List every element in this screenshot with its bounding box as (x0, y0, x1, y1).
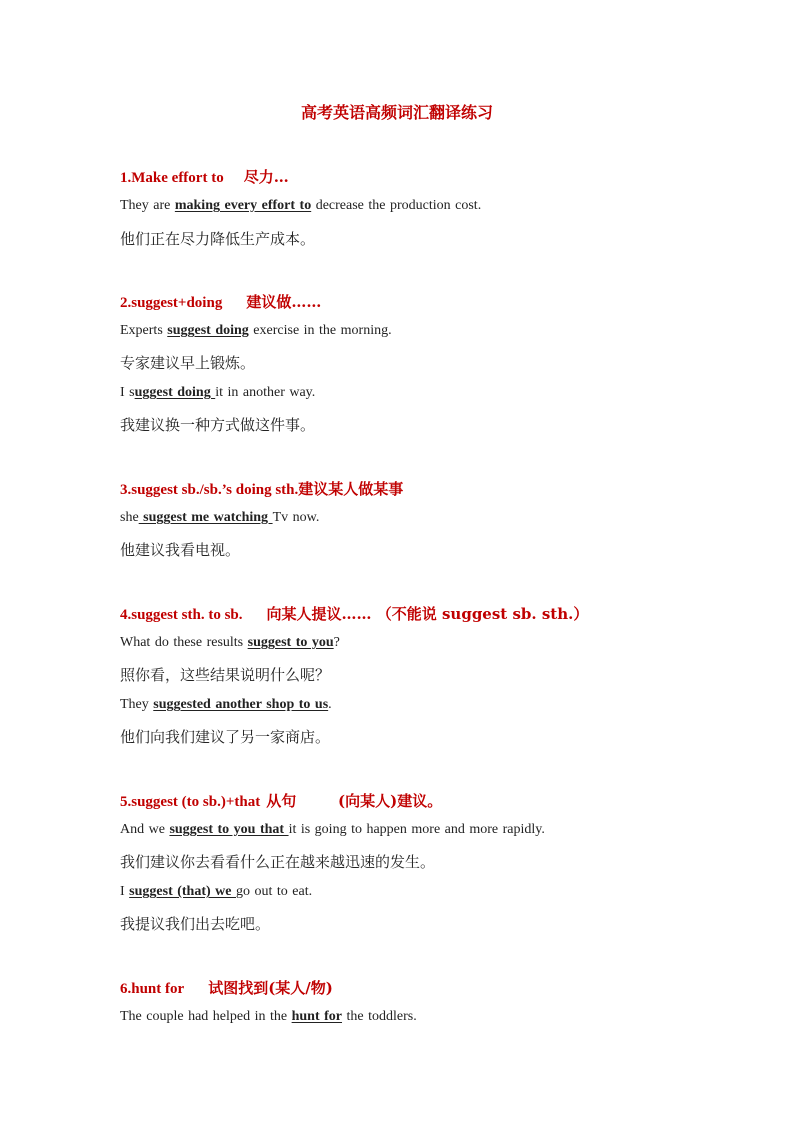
page-title: 高考英语高频词汇翻译练习 (300, 103, 493, 122)
section-heading-1 (120, 166, 289, 187)
heading-zh: 试图找到(某人/物) (208, 979, 333, 997)
example-en: What do these results suggest to you? (120, 635, 340, 650)
heading-en: 4.suggest sth. to sb. (120, 607, 243, 623)
heading-zh: 建议做…… (246, 293, 322, 311)
key-phrase: uggest doing (134, 385, 216, 400)
section-heading-4 (120, 603, 588, 624)
example-zh: 他们正在尽力降低生产成本。 (120, 230, 316, 248)
example-en: I suggest (that) we go out to eat. (120, 884, 313, 899)
example-zh: 我建议换一种方式做这件事。 (120, 416, 316, 434)
heading-zh: 从句 (向某人)建议。 (266, 792, 443, 810)
example-zh: 我们建议你去看看什么正在越来越迅速的发生。 (120, 853, 436, 871)
section-heading-3 (120, 478, 403, 499)
section-heading-6 (120, 977, 333, 998)
key-phrase: suggest (that) we (129, 884, 236, 899)
section-heading-5 (120, 790, 442, 811)
heading-en: 6.hunt for (120, 981, 185, 997)
heading-en: 5.suggest (to sb.)+that (120, 794, 261, 810)
key-phrase: suggested another shop to us (153, 697, 329, 712)
example-en: she suggest me watching Tv now. (120, 510, 320, 525)
example-en: The couple had helped in the hunt for the toddlers. (120, 1009, 417, 1024)
example-en: And we suggest to you that it is going to happen more and more rapidly. (120, 822, 545, 837)
key-phrase: suggest me watching (138, 510, 273, 525)
example-zh: 他建议我看电视。 (120, 541, 241, 559)
example-en: Experts suggest doing exercise in the morning. (120, 323, 392, 338)
heading-en: 3.suggest sb./sb.’s doing sth. (120, 482, 299, 498)
key-phrase: hunt for (291, 1009, 343, 1024)
key-phrase: suggest doing (167, 323, 249, 338)
example-zh: 专家建议早上锻炼。 (120, 354, 256, 372)
heading-en: 2.suggest+doing (120, 295, 223, 311)
example-en: They suggested another shop to us. (120, 697, 332, 712)
section-heading-2 (120, 291, 321, 312)
example-zh: 我提议我们出去吃吧。 (120, 915, 271, 933)
heading-zh: 尽力… (243, 168, 289, 186)
heading-zh: 建议某人做某事 (298, 480, 404, 498)
heading-en: 1.Make effort to (120, 170, 224, 186)
heading-zh: 向某人提议…… （不能说 suggest sb. sth.） (266, 605, 589, 623)
example-en: They are making every effort to decrease the production cost. (120, 198, 482, 213)
example-en: I suggest doing it in another way. (120, 385, 316, 400)
example-zh: 照你看，这些结果说明什么呢？ (120, 666, 331, 684)
key-phrase: suggest to you that (169, 822, 289, 837)
key-phrase: suggest to you (247, 635, 334, 650)
example-zh: 他们向我们建议了另一家商店。 (120, 728, 331, 746)
key-phrase: making every effort to (174, 198, 312, 213)
